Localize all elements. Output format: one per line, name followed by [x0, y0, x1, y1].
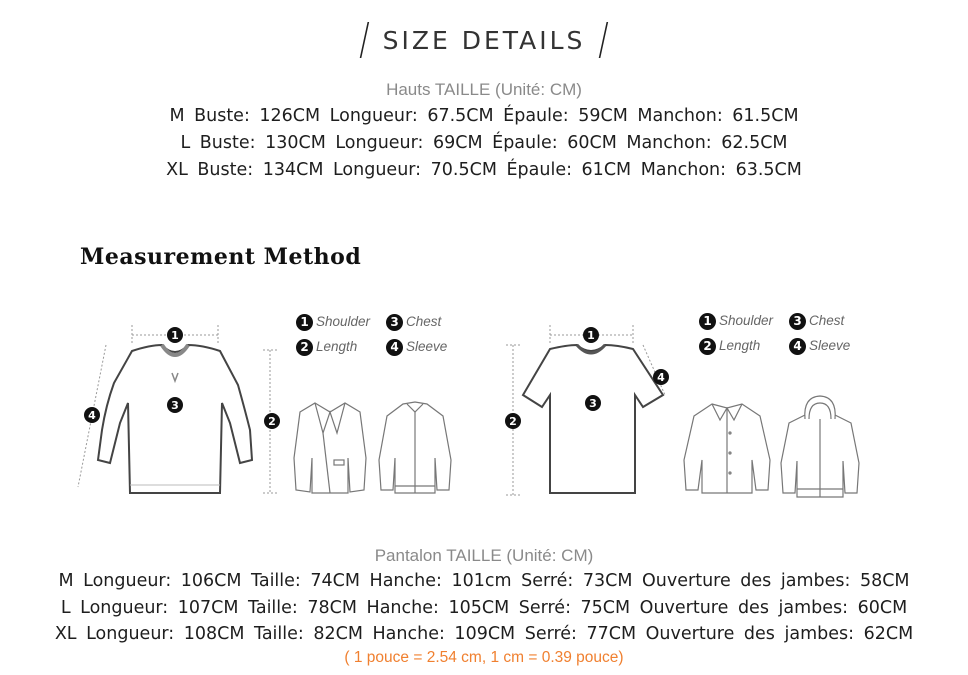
- pants-row-xl: XL Longueur: 108CM Taille: 82CM Hanche: 109CM Serré: 77CM Ouverture des jambes: 62CM: [54, 624, 914, 644]
- tshirt-diagram-icon: [495, 315, 685, 505]
- title-slash-left: /: [358, 14, 370, 65]
- legend-left: [296, 314, 466, 359]
- legend-right: [699, 313, 869, 358]
- tops-row-l: L Buste: 130CM Longueur: 69CM Épaule: 60CM Manchon: 62.5CM: [180, 133, 788, 153]
- tops-row-xl: XL Buste: 134CM Longueur: 70.5CM Épaule: 61CM Manchon: 63.5CM: [166, 160, 802, 180]
- legend-chest-left: 3 Chest: [386, 314, 441, 331]
- zip-jacket-sketch-icon: [375, 398, 455, 498]
- tops-heading: Hauts TAILLE (Unité: CM): [386, 80, 582, 99]
- sweater-diagram-icon: [70, 315, 290, 505]
- legend-sleeve-right: 4 Sleeve: [789, 338, 850, 355]
- pants-row-l: L Longueur: 107CM Taille: 78CM Hanche: 105CM Serré: 75CM Ouverture des jambes: 60CM: [60, 598, 908, 618]
- pants-row-m: M Longueur: 106CM Taille: 74CM Hanche: 101cm Serré: 73CM Ouverture des jambes: 58CM: [58, 571, 910, 591]
- measurement-method-title: Measurement Method: [80, 244, 362, 270]
- tee-marker-2-label: 2: [509, 415, 517, 428]
- legend-shoulder-left: 1 Shoulder: [296, 314, 370, 331]
- size-details-title: [0, 14, 968, 68]
- tee-marker-4-label: 4: [657, 371, 665, 384]
- blazer-sketch-icon: [290, 398, 370, 498]
- marker-2-label: 2: [268, 415, 276, 428]
- hoodie-sketch-icon: [775, 393, 865, 501]
- legend-shoulder-right: 1 Shoulder: [699, 313, 773, 330]
- title-slash-right: /: [598, 14, 610, 65]
- marker-3-label: 3: [171, 399, 179, 412]
- title-text: SIZE DETAILS: [382, 25, 586, 55]
- legend-sleeve-left: 4 Sleeve: [386, 339, 447, 356]
- marker-1-label: 1: [171, 329, 179, 342]
- legend-length-right: 2 Length: [699, 338, 760, 355]
- marker-4-label: 4: [88, 409, 96, 422]
- legend-length-left: 2 Length: [296, 339, 357, 356]
- legend-chest-right: 3 Chest: [789, 313, 844, 330]
- tee-marker-3-label: 3: [589, 397, 597, 410]
- tops-row-m: M Buste: 126CM Longueur: 67.5CM Épaule: 59CM Manchon: 61.5CM: [169, 106, 799, 126]
- tee-marker-1-label: 1: [587, 329, 595, 342]
- unit-conversion-note: ( 1 pouce = 2.54 cm, 1 cm = 0.39 pouce): [344, 649, 624, 666]
- shirt-sketch-icon: [680, 398, 775, 498]
- pants-heading: Pantalon TAILLE (Unité: CM): [374, 546, 594, 565]
